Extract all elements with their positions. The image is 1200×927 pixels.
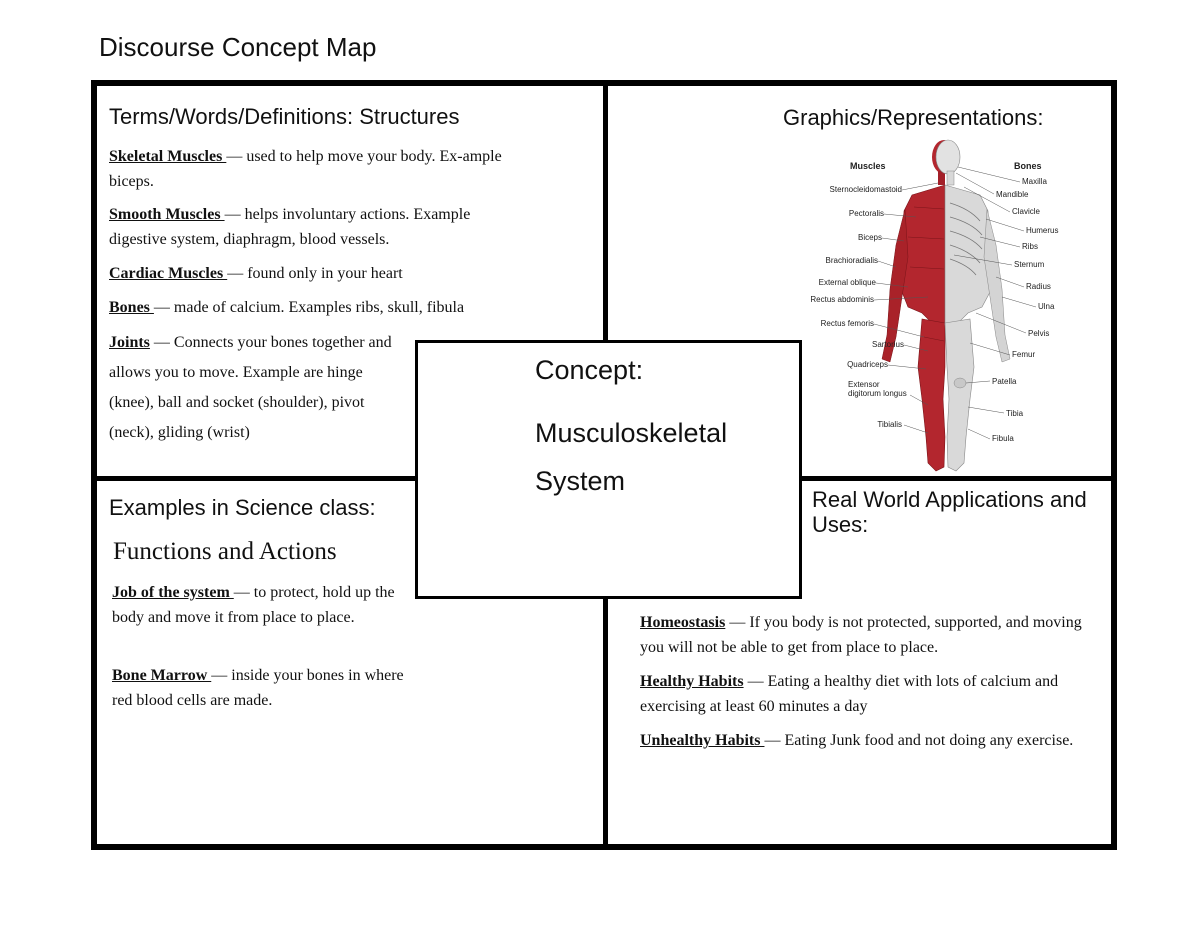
- examples-heading: Examples in Science class:: [109, 495, 376, 520]
- term-definition: — helps involuntary actions. Example digestive system, diaphragm, blood vessels.: [109, 206, 471, 248]
- examples-subheading: Functions and Actions: [113, 538, 337, 565]
- term-name: Skeletal Muscles: [109, 148, 227, 165]
- term-name: Cardiac Muscles: [109, 265, 228, 282]
- horizontal-divider-left: [91, 476, 421, 481]
- figure-bones-heading: Bones: [1014, 161, 1042, 171]
- example-entry: [112, 580, 412, 630]
- graphics-heading: Graphics/Representations:: [783, 105, 1044, 130]
- figure-bone-label: Humerus: [1026, 226, 1059, 235]
- application-definition: — Eating a healthy diet with lots of calcium and exercising at least 60 minutes a day: [640, 673, 1059, 715]
- application-entry: [640, 728, 1100, 753]
- concept-name: Musculoskeletal System: [535, 418, 728, 496]
- figure-bone-label: Maxilla: [1022, 177, 1047, 186]
- figure-bone-label: Clavicle: [1012, 207, 1041, 216]
- example-term: Job of the system: [112, 584, 234, 601]
- figure-muscle-label: Rectus femoris: [820, 319, 874, 328]
- figure-muscle-label: Extensor digitorum longus: [848, 380, 907, 398]
- term-entry: [109, 202, 529, 252]
- figure-muscle-label: External oblique: [818, 278, 876, 287]
- term-definition: — made of calcium. Examples ribs, skull, fibula: [153, 299, 465, 316]
- term-entry: [109, 328, 409, 448]
- figure-muscle-label: Tibialis: [877, 420, 902, 429]
- term-definition: — found only in your heart: [227, 265, 403, 282]
- figure-muscles-heading: Muscles: [850, 161, 886, 171]
- figure-muscle-label: Biceps: [857, 233, 882, 242]
- term-name: Smooth Muscles: [109, 206, 225, 223]
- page-title: Discourse Concept Map: [99, 32, 377, 62]
- term-entry: [109, 295, 589, 320]
- example-entry: [112, 663, 412, 713]
- example-term: Bone Marrow: [112, 667, 212, 684]
- example-definition: — inside your bones in where red blood cells are made.: [112, 667, 404, 709]
- figure-bone-label: Radius: [1026, 282, 1051, 291]
- application-definition: — Eating Junk food and not doing any exercise.: [764, 732, 1074, 749]
- term-entry: [109, 144, 524, 194]
- application-term: Unhealthy Habits: [640, 732, 765, 749]
- figure-muscle-label: Sternocleidomastoid: [829, 185, 902, 194]
- concept-label: Concept:: [535, 355, 644, 385]
- figure-muscle-label: Rectus abdominis: [810, 295, 874, 304]
- figure-bone-label: Fibula: [992, 434, 1014, 443]
- application-term: Healthy Habits: [640, 673, 744, 690]
- terms-heading: Terms/Words/Definitions: Structures: [109, 104, 460, 129]
- figure-muscle-label: Quadriceps: [847, 360, 888, 369]
- application-entry: [640, 669, 1100, 719]
- term-entry: [109, 261, 589, 286]
- figure-bone-label: Ulna: [1038, 302, 1055, 311]
- figure-muscle-label: Pectoralis: [848, 209, 884, 218]
- figure-bone-label: Patella: [992, 377, 1017, 386]
- musculoskeletal-figure: [804, 137, 1069, 477]
- term-name: Joints: [109, 334, 150, 351]
- application-entry: [640, 610, 1100, 660]
- figure-bone-label: Sternum: [1014, 260, 1045, 269]
- figure-bone-label: Femur: [1012, 350, 1036, 359]
- term-definition: — Connects your bones together and allows you to move. Example are hinge (knee), ball and socket (shoulder), pivot (neck), gliding (wrist): [109, 334, 392, 441]
- term-definition: — used to help move your body. Ex-ample biceps.: [109, 148, 502, 190]
- figure-bone-label: Tibia: [1006, 409, 1024, 418]
- application-term: Homeostasis: [640, 614, 726, 631]
- example-definition: — to protect, hold up the body and move it from place to place.: [112, 584, 395, 626]
- figure-muscle-label: Brachioradialis: [825, 256, 878, 265]
- figure-muscle-label: Sartorius: [871, 340, 904, 349]
- term-name: Bones: [109, 299, 154, 316]
- concept-box: [415, 340, 802, 599]
- applications-heading: Real World Applications and Uses:: [812, 487, 1087, 537]
- application-definition: — If you body is not protected, supported, and moving you will not be able to get from place to place.: [640, 614, 1082, 656]
- figure-bone-label: Mandible: [996, 190, 1029, 199]
- figure-bone-label: Pelvis: [1028, 329, 1050, 338]
- figure-bone-label: Ribs: [1022, 242, 1039, 251]
